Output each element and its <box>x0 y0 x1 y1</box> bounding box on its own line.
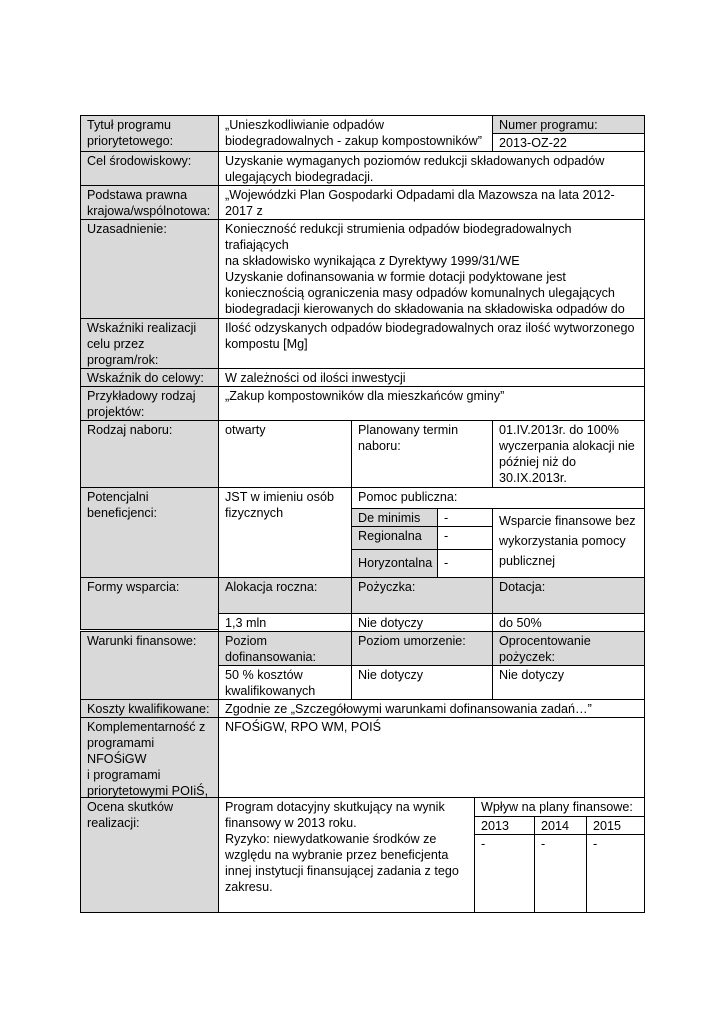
label-przyklad: Przykładowy rodzaj projektów: <box>80 386 219 421</box>
label-nabor: Rodzaj naboru: <box>80 420 219 488</box>
value-poziom-dofinansowania: 50 % kosztów kwalifikowanych <box>218 665 352 700</box>
label-wskaznik-celowy: Wskaźnik do celowy: <box>80 368 219 387</box>
label-komplementarnosc: Komplementarność z programami NFOŚiGW i programami priorytetowymi POIiŚ, <box>80 717 219 798</box>
value-dotacja: do 50% <box>492 613 645 632</box>
label-beneficjenci: Potencjalni beneficjenci: <box>80 487 219 578</box>
value-komplementarnosc: NFOŚiGW, RPO WM, POIŚ <box>218 717 645 798</box>
wplyw-year: 2013 <box>474 816 535 835</box>
pomoc-row-name: Horyzontalna <box>351 549 438 578</box>
label-uzasadnienie: Uzasadnienie: <box>80 219 219 319</box>
label-wskazniki: Wskaźniki realizacji celu przez program/rok: <box>80 318 219 369</box>
value-oprocentowanie: Nie dotyczy <box>492 665 645 700</box>
wplyw-year: 2015 <box>586 816 645 835</box>
label-alokacja: Alokacja roczna: <box>218 577 352 614</box>
label-warunki: Warunki finansowe: <box>80 631 219 700</box>
value-numer-programu: 2013-OZ-22 <box>492 133 645 152</box>
label-podstawa: Podstawa prawna krajowa/wspólnotowa: <box>80 185 219 220</box>
value-przyklad: „Zakup kompostowników dla mieszkańców gminy” <box>218 386 645 421</box>
pomoc-row-name: Regionalna <box>351 526 438 550</box>
label-numer-programu: Numer programu: <box>492 115 645 134</box>
value-uzasadnienie: Konieczność redukcji strumienia odpadów biodegradowalnych trafiających na składowisko wynikająca z Dyrektywy 1999/31/WE Uzyskanie dofinansowania w formie dotacji podyktowane jest koniecznością ograniczenia masy odpadów komunalnych ulegających biodegradacji kierowanych do składowania na składowiska odpadów do <box>218 219 645 319</box>
value-poziom-umorzenie: Nie dotyczy <box>351 665 493 700</box>
label-cel: Cel środowiskowy: <box>80 151 219 186</box>
value-koszty: Zgodnie ze „Szczegółowymi warunkami dofinansowania zadań…” <box>218 699 645 718</box>
value-nabor: otwarty <box>218 420 352 488</box>
pomoc-row-name: De minimis <box>351 508 438 527</box>
label-pomoc-publiczna: Pomoc publiczna: <box>351 487 645 509</box>
pomoc-row-value: - <box>437 526 493 550</box>
value-cel: Uzyskanie wymaganych poziomów redukcji składowanych odpadów ulegających biodegradacji. <box>218 151 645 186</box>
value-planowany-termin: 01.IV.2013r. do 100% wyczerpania alokacji nie później niż do 30.IX.2013r. <box>492 420 645 488</box>
value-podstawa: „Wojewódzki Plan Gospodarki Odpadami dla Mazowsza na lata 2012-2017 z <box>218 185 645 220</box>
wplyw-value: - <box>474 834 535 913</box>
label-oprocentowanie: Oprocentowanie pożyczek: <box>492 631 645 666</box>
label-formy-wsparcia: Formy wsparcia: <box>80 577 219 630</box>
label-poziom-umorzenie: Poziom umorzenie: <box>351 631 493 666</box>
wplyw-value: - <box>586 834 645 913</box>
label-wplyw: Wpływ na plany finansowe: <box>474 797 645 817</box>
value-beneficjenci: JST w imieniu osób fizycznych <box>218 487 352 578</box>
pomoc-note: Wsparcie finansowe bez wykorzystania pomocy publicznej <box>492 508 645 578</box>
label-ocena: Ocena skutków realizacji: <box>80 797 219 913</box>
label-pozyczka: Pożyczka: <box>351 577 493 614</box>
wplyw-value: - <box>534 834 587 913</box>
pomoc-row-value: - <box>437 549 493 578</box>
value-wskaznik-celowy: W zależności od ilości inwestycji <box>218 368 645 387</box>
value-tytul: „Unieszkodliwianie odpadów biodegradowalnych - zakup kompostowników” <box>218 115 493 152</box>
value-ocena: Program dotacyjny skutkujący na wynik finansowy w 2013 roku. Ryzyko: niewydatkowanie środków ze względu na wybranie przez beneficjenta innej instytucji finansującej zadania z tego zakresu. <box>218 797 475 913</box>
wplyw-year: 2014 <box>534 816 587 835</box>
value-pozyczka: Nie dotyczy <box>351 613 493 632</box>
value-alokacja: 1,3 mln <box>218 613 352 632</box>
label-poziom-dofinansowania: Poziom dofinansowania: <box>218 631 352 666</box>
label-planowany-termin: Planowany termin naboru: <box>351 420 493 488</box>
label-koszty: Koszty kwalifikowane: <box>80 699 219 718</box>
label-tytul: Tytuł programu priorytetowego: <box>80 115 219 152</box>
value-wskazniki: Ilość odzyskanych odpadów biodegradowalnych oraz ilość wytworzonego kompostu [Mg] <box>218 318 645 369</box>
label-dotacja: Dotacja: <box>492 577 645 614</box>
pomoc-row-value: - <box>437 508 493 527</box>
